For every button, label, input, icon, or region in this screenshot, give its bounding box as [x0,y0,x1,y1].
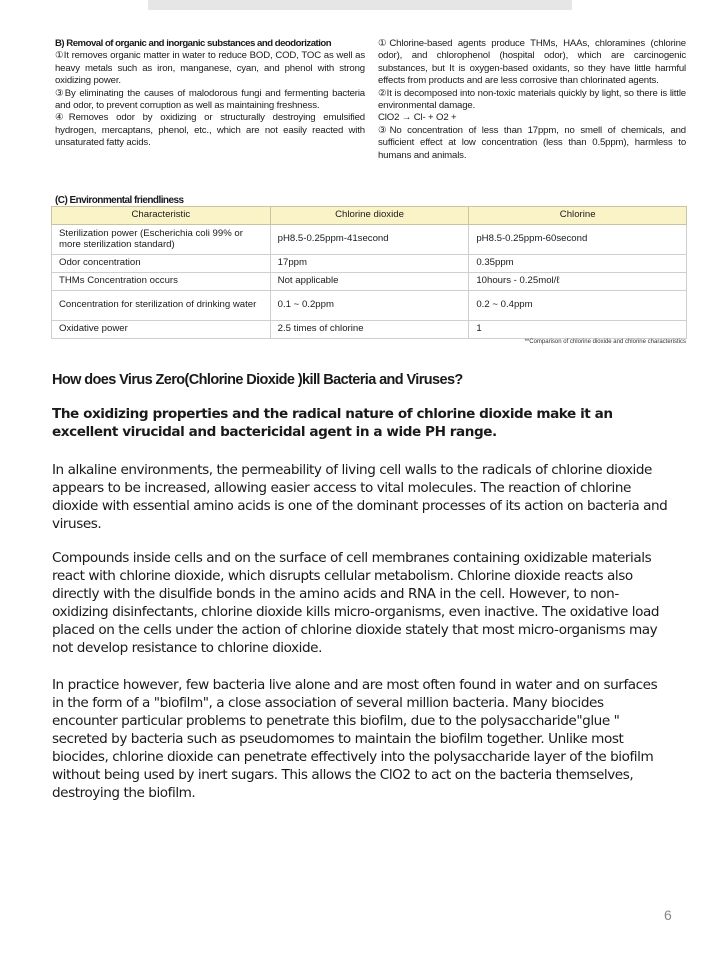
table-row [52,291,687,321]
body-paragraph: Compounds inside cells and on the surface of cell membranes containing oxidizable materials react with chlorine dioxide, which disrupts cellular metabolism. Chlorine dioxide reacts also directly with the disulfide bonds in the amino acids and RNA in the cell. However, to non-oxidizing disinfectants, chlorine dioxide kills micro-organisms, even inactive. The oxidative load placed on the cells under the action of chlorine dioxide stately that most micro-organisms may not develop resistance to chlorine dioxide. [52,550,660,656]
table-cell: 0.1 ~ 0.2ppm [270,291,469,321]
table-cell: Odor concentration [52,255,271,273]
right-item: ③No concentration of less than 17ppm, no smell of chemicals, and sufficient effect at low concentration (less than 0.5ppm), harmless to humans and animals. [378,124,686,161]
right-item: ②It is decomposed into non-toxic materials quickly by light, so there is little environmental damage. [378,87,686,112]
table-row [52,273,687,291]
table-header-cell: Chlorine [469,207,687,225]
table-cell: Concentration for sterilization of drinking water [52,291,271,321]
table-row [52,255,687,273]
table-header-cell: Characteristic [52,207,271,225]
table-cell: pH8.5-0.25ppm-41second [270,225,469,255]
table-cell: THMs Concentration occurs [52,273,271,291]
right-item: ①Chlorine-based agents produce THMs, HAAs, chloramines (chlorine odor), and chlorophenol (hospital odor), which are carcinogenic substances, but It is oxygen-based oxidants, so they have little harmful effects from products and are less corrosive than chlorinated agents. [378,38,686,87]
table-row [52,225,687,255]
reaction-formula: ClO2 → Cl- + O2 + [378,112,457,124]
body-paragraph: In alkaline environments, the permeability of living cell walls to the radicals of chlorine dioxide appears to be increased, allowing easier access to vital molecules. The reaction of chlorine dioxide with essential amino acids is one of the dominant processes of its action on bacteria and viruses. [52,462,668,532]
lead-paragraph: The oxidizing properties and the radical nature of chlorine dioxide make it an excellent virucidal and bactericidal agent in a wide PH range. [52,406,613,440]
table-cell: 1 [469,321,687,339]
table-cell: Sterilization power (Escherichia coli 99% or more sterilization standard) [52,225,271,255]
top-header-bar [148,0,572,10]
table-header-row [52,207,687,225]
table-header-cell: Chlorine dioxide [270,207,469,225]
section-b-heading: B) Removal of organic and inorganic substances and deodorization [55,38,332,49]
table-cell: 2.5 times of chlorine [270,321,469,339]
section-b-item: ④Removes odor by oxidizing or structurally destroying emulsified hydrogen, mercaptans, phenol, etc., which are not easily reacted with unsaturated fatty acids. [55,112,365,149]
section-b-column [55,38,365,150]
page-number: 6 [664,907,672,923]
table-caption: **Comparison of chlorine dioxide and chlorine characteristics [524,339,686,345]
table-cell: 10hours - 0.25mol/ℓ [469,273,687,291]
body-paragraph: In practice however, few bacteria live alone and are most often found in water and on surfaces in the form of a "biofilm", a close association of several million bacteria. Many biocides encounter particular problems to penetrate this biofilm, due to the polysaccharide"glue " secreted by bacteria such as pseudomomes to maintain the biofilm together. Unlike most biocides, chlorine dioxide can penetrate effectively into the polysaccharide layer of the biofilm without being used by inert sugars. This allows the ClO2 to act on the bacteria themselves, destroying the biofilm. [52,677,658,801]
table-cell: 0.35ppm [469,255,687,273]
table-row [52,321,687,339]
table-cell: Oxidative power [52,321,271,339]
right-column [378,38,686,162]
section-c-heading: (C) Environmental friendliness [55,195,184,206]
comparison-table [51,206,687,339]
section-b-item: ③By eliminating the causes of malodorous fungi and fermenting bacteria and odor, to prevent corruption as well as maintaining freshness. [55,87,365,112]
table-cell: Not applicable [270,273,469,291]
section-b-item: ①It removes organic matter in water to reduce BOD, COD, TOC as well as heavy metals such as iron, manganese, cyan, and phenol with strong oxidizing power. [55,50,365,87]
table-cell: 17ppm [270,255,469,273]
question-title: How does Virus Zero(Chlorine Dioxide )kill Bacteria and Viruses? [52,372,463,388]
table-cell: 0.2 ~ 0.4ppm [469,291,687,321]
table-cell: pH8.5-0.25ppm-60second [469,225,687,255]
